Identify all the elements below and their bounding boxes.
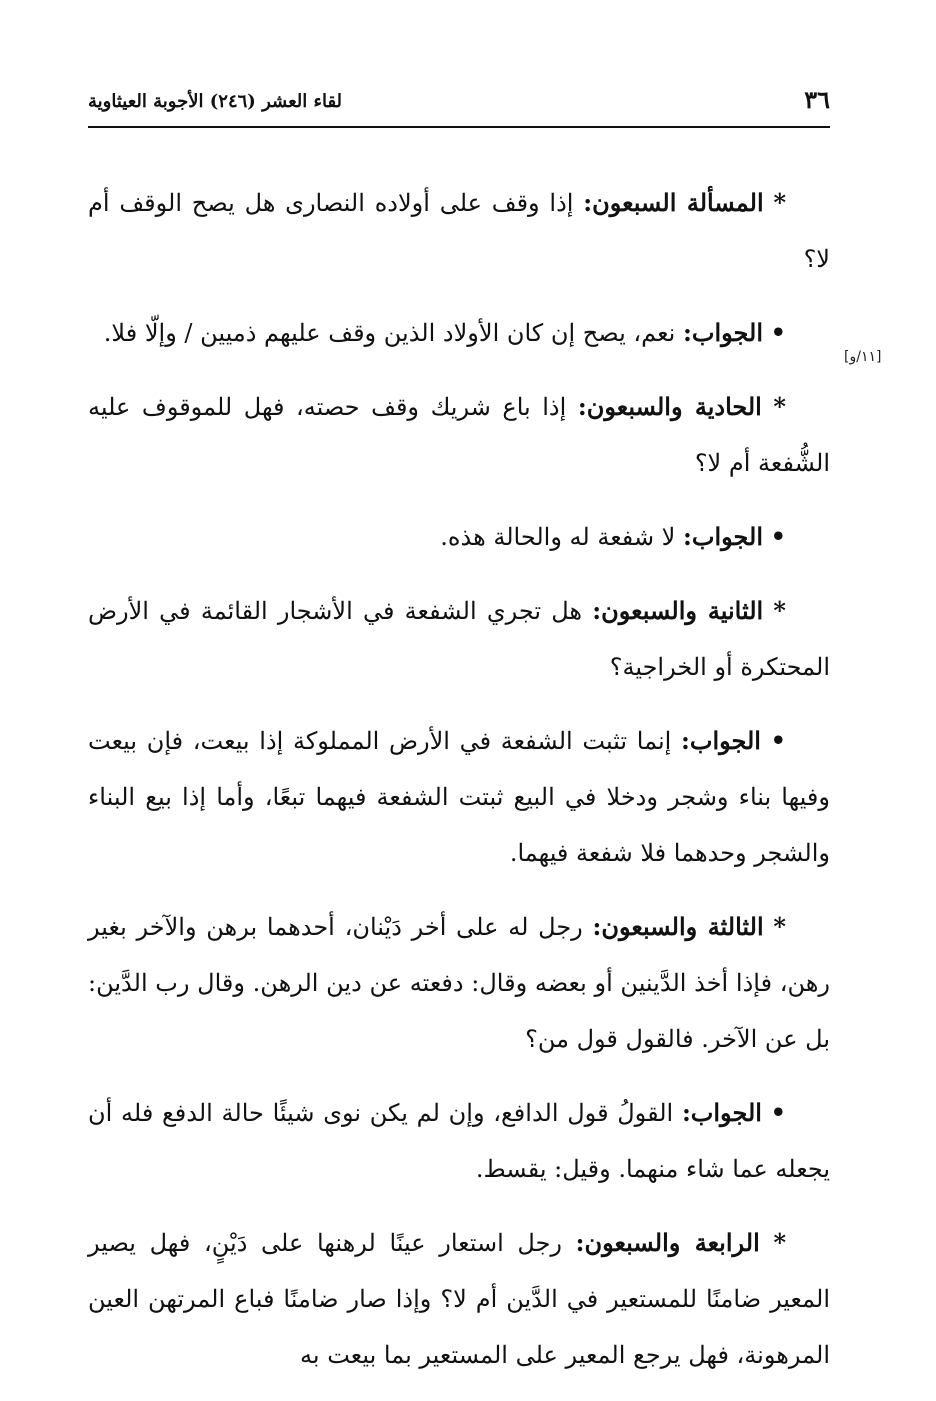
paragraph-question-72 <box>88 583 830 695</box>
question-text: إذا وقف على أولاده النصارى هل يصح الوقف أم لا؟ <box>88 189 830 273</box>
paragraph-question-74 <box>88 1215 830 1383</box>
answer-text: لا شفعة له والحالة هذه. <box>440 523 676 551</box>
question-heading: الحادية والسبعون: <box>577 392 762 421</box>
running-title: لقاء العشر (٢٤٦) الأجوبة العيثاوية <box>88 91 343 112</box>
answer-heading: الجواب: <box>683 318 764 347</box>
question-heading: الرابعة والسبعون: <box>575 1228 760 1257</box>
paragraph-answer-72 <box>88 713 830 881</box>
paragraph-question-73 <box>88 899 830 1067</box>
paragraph-answer-73 <box>88 1085 830 1197</box>
paragraph-answer-71 <box>88 509 830 565</box>
answer-heading: الجواب: <box>680 726 761 755</box>
question-heading: المسألة السبعون: <box>583 188 764 217</box>
question-text: إذا باع شريك وقف حصته، فهل للموقوف عليه الشُّفعة أم لا؟ <box>88 393 830 477</box>
answer-marker: • <box>770 318 786 347</box>
answer-marker: • <box>770 1098 786 1127</box>
page-number: ٣٦ <box>804 85 830 114</box>
page-header <box>88 82 830 128</box>
question-heading: الثانية والسبعون: <box>592 596 764 625</box>
question-text: رجل له على أخر دَيْنان، أحدهما برهن والآخر بغير رهن، فإذا أخذ الدَّينين أو بعضه وقال: دفعته عن دين الرهن. وقال رب الدَّين: بل عن الآخر. فالقول قول من؟ <box>88 913 830 1053</box>
question-heading: الثالثة والسبعون: <box>592 912 764 941</box>
margin-folio-note: [١١/و] <box>844 349 882 365</box>
question-marker: * <box>773 1228 786 1257</box>
answer-text: القولُ قول الدافع، وإن لم يكن نوى شيئًا حالة الدفع فله أن يجعله عما شاء منهما. وقيل: يقسط. <box>88 1099 830 1183</box>
question-marker: * <box>773 912 786 941</box>
answer-heading: الجواب: <box>683 522 764 551</box>
question-text: رجل استعار عينًا لرهنها على دَيْنٍ، فهل يصير المعير ضامنًا للمستعير في الدَّين أم لا؟ وإذا صار ضامنًا فباع المرتهن العين المرهونة، فهل يرجع المعير على المستعير بما بيعت به <box>88 1229 830 1369</box>
question-text: هل تجري الشفعة في الأشجار القائمة في الأرض المحتكرة أو الخراجية؟ <box>88 597 830 681</box>
paragraph-question-70 <box>88 175 830 287</box>
paragraph-answer-70 <box>88 305 830 361</box>
question-marker: * <box>773 596 786 625</box>
page-body <box>88 175 830 1401</box>
question-marker: * <box>773 392 786 421</box>
answer-text: إنما تثبت الشفعة في الأرض المملوكة إذا بيعت، فإن بيعت وفيها بناء وشجر ودخلا في البيع ثبتت الشفعة فيهما تبعًا، وأما إذا بيع البناء والشجر وحدهما فلا شفعة فيهما. <box>88 727 830 867</box>
question-marker: * <box>773 188 786 217</box>
answer-heading: الجواب: <box>681 1098 762 1127</box>
answer-text: نعم، يصح إن كان الأولاد الذين وقف عليهم ذميين / وإلّا فلا. <box>103 319 676 347</box>
answer-marker: • <box>770 726 786 755</box>
answer-marker: • <box>770 522 786 551</box>
paragraph-question-71 <box>88 379 830 491</box>
